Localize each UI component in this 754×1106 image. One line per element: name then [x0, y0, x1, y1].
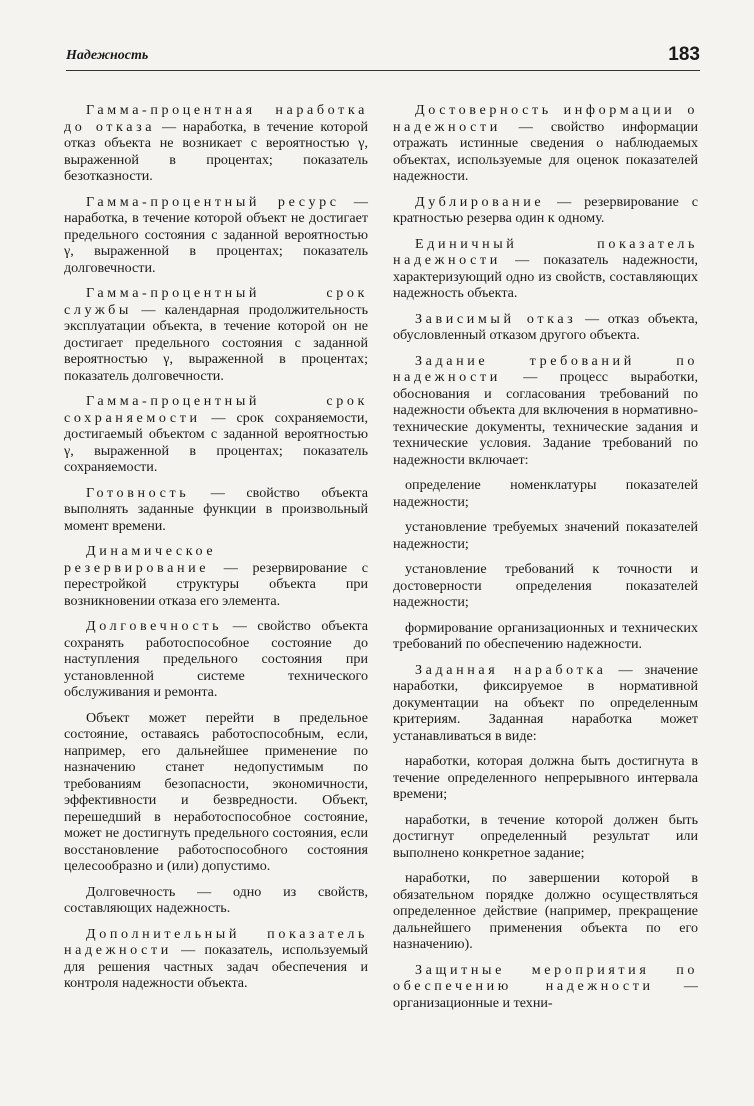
entry-single-indicator: Единичный показатель надежности — показатель надежности, характеризующий одно из свойств, составляющих надежность объекта.: [393, 235, 699, 301]
entry-definition: срок сохраняемости, достигаемый объектом с заданной вероятностью γ, выраженной в процентах; показатель сохраняемости.: [64, 409, 368, 475]
entry-term: Динамическое резервирование: [64, 543, 217, 576]
entry-definition: наработки, в течение которой должен быть достигнут определенный результат или выполнено конкретное задание;: [393, 811, 698, 861]
entry-definition: значение наработки, фиксируемое в нормативной документации на объект по определенным критериям. Заданная наработка может устанавливаться в виде:: [393, 661, 698, 744]
entry-definition: свойство объекта сохранять работоспособное состояние до наступления предельного состояния при установленной системе технического обслуживания и ремонта.: [64, 618, 368, 700]
entry-definition: организационные и техни-: [393, 994, 553, 1011]
entry-term: Долговечность: [86, 618, 223, 634]
entry-dependent-failure: Зависимый отказ — отказ объекта, обусловленный отказом другого объекта.: [393, 310, 699, 343]
entry-definition: наработки, по завершении которой в обязательном порядке должно осуществляться определенное действие (например, прекращение дальнейшего применения объекта по его назначению).: [393, 870, 698, 952]
entry-term: Готовность: [86, 484, 190, 501]
entry-term: Гамма-процентный срок службы: [64, 285, 368, 318]
entry-gamma-percent-resource: Гамма-процентный ресурс — наработка, в течение которой объект не достигает предельного состояния с заданной вероятностью γ, выраженной в процентах; показатель долговечности.: [64, 193, 368, 276]
entry-readiness: Готовность — свойство объекта выполнять заданные функции в произвольный момент времени.: [64, 484, 368, 534]
entry-definition: показатель надежности, характеризующий одно из свойств, составляющих надежность объекта.: [393, 252, 699, 301]
page-number: 183: [668, 44, 700, 65]
entry-term: Задание требований по надежности: [393, 352, 698, 385]
entry-definition: определение номенклатуры показателей надежности;: [393, 477, 698, 510]
entry-gamma-percent-service-life: Гамма-процентный срок службы — календарная продолжительность эксплуатации объекта, в течение которой он не достигает предельного состояния с заданной вероятностью γ, выраженной в процентах; показатель долговечности.: [64, 285, 368, 384]
entry-definition: наработка, в течение которой отказ объекта не возникает с вероятностью γ, выраженной в процентах; показатель безотказности.: [64, 118, 369, 184]
entry-definition: свойство информации отражать истинные сведения о наблюдаемых объектах, используемые для оценок показателей надежности.: [393, 118, 699, 184]
entry-term: Достоверность информации о надежности: [393, 102, 698, 135]
entry-definition: формирование организационных и технических требований по обеспечению надежности.: [393, 619, 698, 652]
entry-additional-indicator: Дополнительный показатель надежности — показатель, используемый для решения частных задач обеспечения и контроля надежности объекта.: [64, 925, 368, 991]
entry-definition: отказ объекта, обусловленный отказом другого объекта.: [393, 310, 699, 343]
entry-definition: процесс выработки, обоснования и согласования требований по надежности объекта для включения в нормативно-технические документы, технические задания и технические условия. Задание требований по надежности включает:: [393, 369, 698, 468]
header-rule: [66, 70, 700, 71]
entry-term: Зависимый отказ: [415, 310, 577, 327]
entry-gamma-percent-mttf: Гамма-процентная наработка до отказа — наработка, в течение которой отказ объекта не возникает с вероятностью γ, выраженной в процентах; показатель безотказности.: [64, 102, 369, 184]
running-title: Надежность: [66, 48, 149, 63]
left-column: [64, 102, 368, 1001]
entry-term: Гамма-процентная наработка до отказа: [64, 102, 368, 135]
entry-duplication: Дублирование — резервирование с кратностью резерва один к одному.: [393, 193, 698, 226]
entry-requirements-setting: Задание требований по надежности — процесс выработки, обоснования и согласования требований по надежности объекта для включения в нормативно-технические документы, технические задания и технические условия. Задание требований по надежности включает:: [393, 352, 698, 468]
entry-definition: свойство объекта выполнять заданные функции в произвольный момент времени.: [64, 484, 368, 534]
entry-durability: Долговечность — свойство объекта сохранять работоспособное состояние до наступления предельного состояния при установленной системе технического обслуживания и ремонта.: [64, 618, 368, 700]
entry-term: Гамма-процентный срок сохраняемости: [64, 393, 368, 426]
right-column: [393, 102, 698, 1020]
entry-definition: Объект может перейти в предельное состояние, оставаясь работоспособным, если, например, его дальнейшее применение по назначению станет недопустимым по требованиям безопасности, экономичности, эффективности и безвредности. Объект, перешедший в неработоспособное состояние, может не достигнуть предельного состояния, если восстановление работоспособного состояния целесообразно и (или) допустимо.: [64, 709, 368, 874]
entry-definition: Долговечность — одно из свойств, составляющих надежность.: [64, 883, 368, 916]
list-item: [393, 753, 698, 803]
entry-definition: календарная продолжительность эксплуатации объекта, в течение которой он не достигает предельного состояния с заданной вероятностью γ, выраженной в процентах; показатель долговечности.: [64, 301, 368, 384]
entry-specified-operating-time: Заданная наработка — значение наработки, фиксируемое в нормативной документации на объект по определенным критериям. Заданная наработка может устанавливаться в виде:: [393, 661, 698, 744]
page-header: [66, 44, 700, 72]
list-item: [393, 812, 698, 862]
entry-term: Заданная наработка: [415, 661, 607, 678]
entry-protective-measures: Защитные мероприятия по обеспечению надежности — организационные и техни-: [393, 961, 698, 1011]
entry-definition: установление требований к точности и достоверности определения показателей надежности;: [393, 561, 698, 610]
list-item: [393, 519, 698, 552]
entry-definition: установление требуемых значений показателей надежности;: [393, 519, 698, 552]
durability-summary: [64, 884, 368, 917]
list-item: [393, 620, 698, 653]
entry-term: Гамма-процентный ресурс: [86, 193, 340, 210]
entry-term: Дополнительный показатель надежности: [64, 925, 368, 958]
list-item: [393, 477, 698, 510]
entry-definition: наработка, в течение которой объект не достигает предельного состояния с заданной вероятностью γ, выраженной в процентах; показатель долговечности.: [64, 210, 368, 276]
entry-term: Единичный показатель надежности: [393, 235, 698, 268]
entry-gamma-percent-storage-life: Гамма-процентный срок сохраняемости — срок сохраняемости, достигаемый объектом с заданной вероятностью γ, выраженной в процентах; показатель сохраняемости.: [64, 393, 368, 475]
list-item: [393, 870, 698, 953]
list-item: [393, 561, 698, 611]
entry-dynamic-redundancy: Динамическое резервирование — резервирование с перестройкой структуры объекта при возникновении отказа его элемента.: [64, 543, 369, 609]
entry-definition: показатель, используемый для решения частных задач обеспечения и контроля надежности объекта.: [64, 942, 368, 991]
durability-note: [64, 710, 368, 875]
entry-definition: резервирование с кратностью резерва один к одному.: [393, 193, 698, 226]
entry-info-reliability: Достоверность информации о надежности — свойство информации отражать истинные сведения о наблюдаемых объектах, используемые для оценок показателей надежности.: [393, 102, 699, 184]
entry-term: Защитные мероприятия по обеспечению надежности: [393, 961, 698, 994]
entry-definition: резервирование с перестройкой структуры объекта при возникновении отказа его элемента.: [64, 559, 369, 609]
entry-definition: наработки, которая должна быть достигнута в течение определенного непрерывного интервала времени;: [393, 753, 698, 802]
entry-term: Дублирование: [415, 193, 545, 210]
